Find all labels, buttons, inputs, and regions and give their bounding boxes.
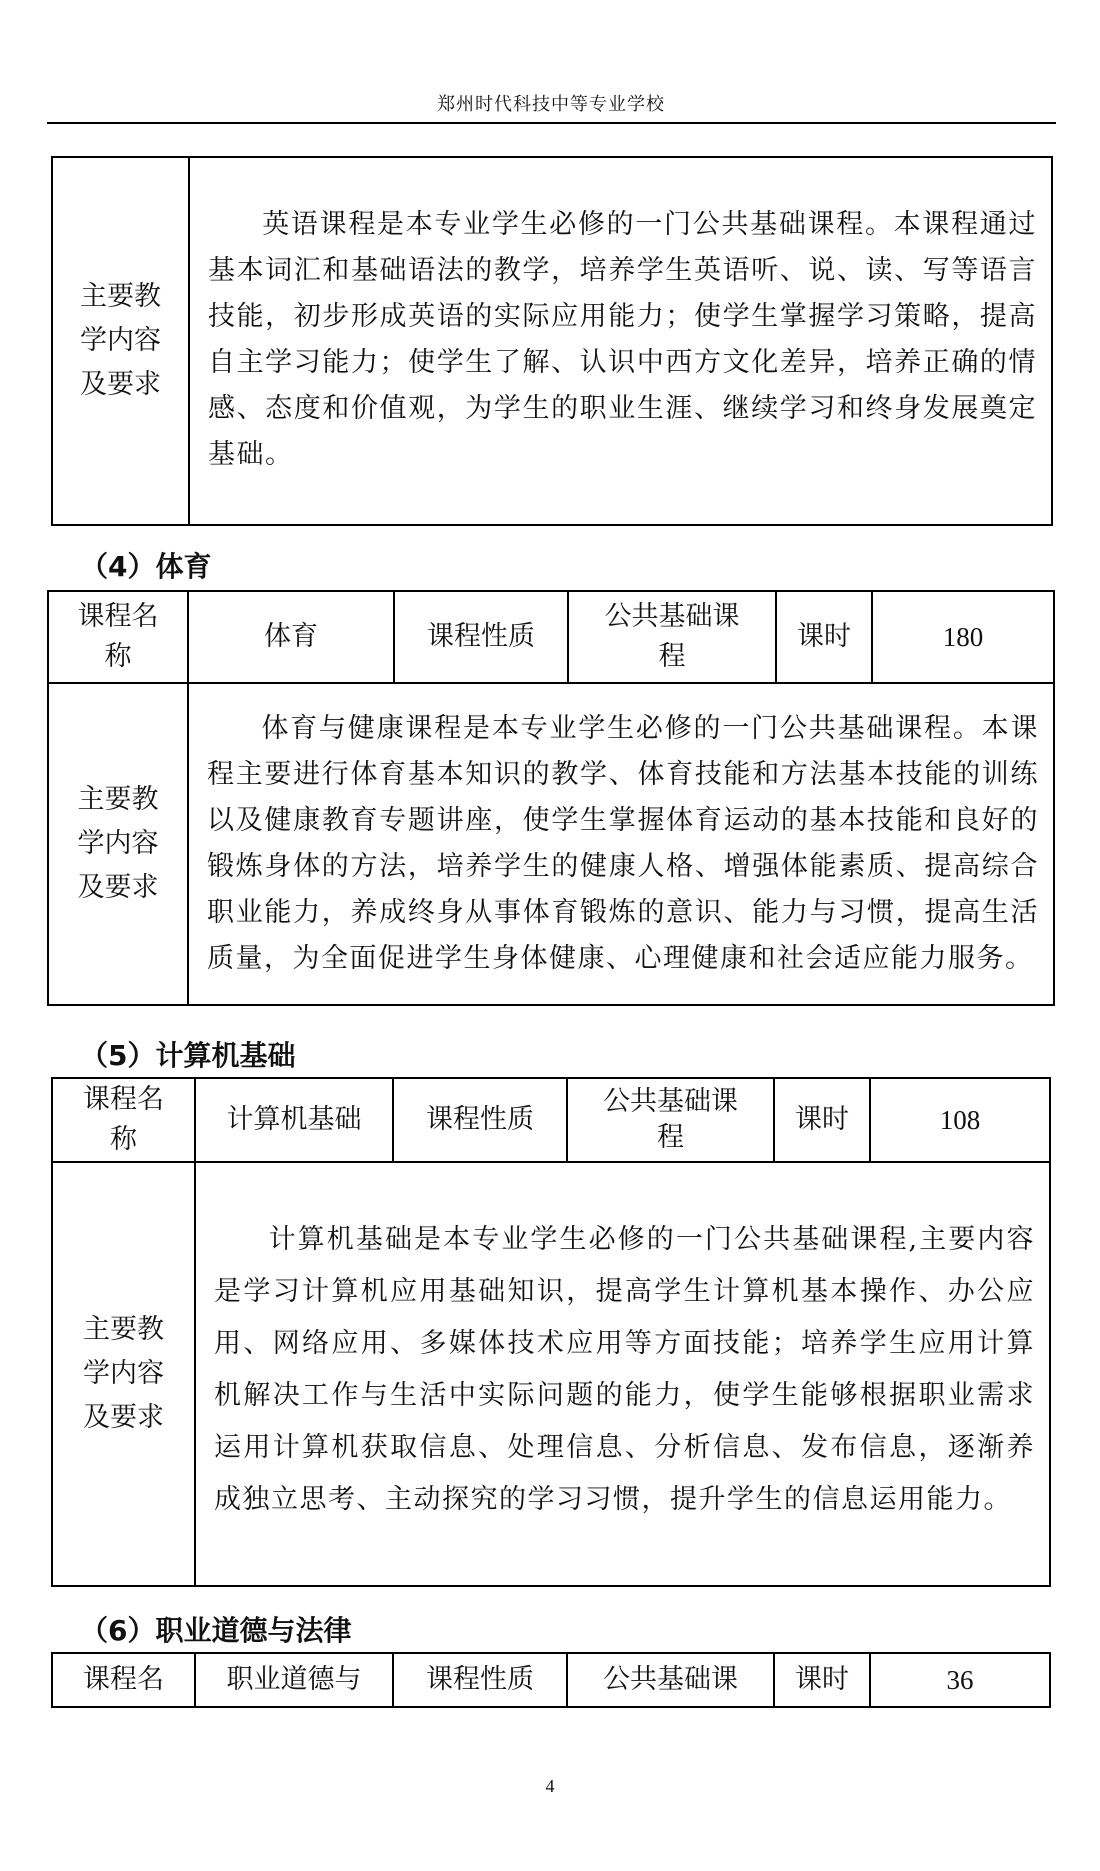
computer-description-cell — [195, 1162, 1050, 1586]
pe-course-name: 体育 — [264, 621, 318, 652]
computer-course-name: 计算机基础 — [226, 1104, 362, 1135]
pe-req-label: 主要教学内容及要求 — [77, 784, 159, 903]
english-description-cell — [189, 157, 1052, 525]
computer-type-label: 课程性质 — [426, 1104, 534, 1135]
pe-hours: 180 — [942, 621, 984, 652]
english-req-label: 主要教学内容及要求 — [80, 281, 161, 400]
computer-hours-label: 课时 — [795, 1104, 849, 1135]
pe-hours-label: 课时 — [797, 621, 851, 652]
ethics-hours-label: 课时 — [795, 1664, 849, 1695]
ethics-hours: 36 — [946, 1664, 974, 1695]
computer-name-label: 课程名称 — [83, 1084, 164, 1155]
computer-req-label: 主要教学内容及要求 — [83, 1314, 164, 1433]
computer-course-table — [51, 1077, 1051, 1587]
ethics-heading: （6）职业道德与法律 — [80, 1614, 352, 1647]
pe-name-label: 课程名称 — [77, 601, 159, 672]
pe-name-label-cell — [48, 591, 188, 683]
ethics-course-type: 公共基础课 — [603, 1664, 738, 1695]
pe-type-label: 课程性质 — [427, 621, 535, 652]
english-course-table — [51, 156, 1053, 526]
pe-description: 体育与健康课程是本专业学生必修的一门公共基础课程。本课程主要进行体育基本知识的教学、体育技能和方法基本技能的训练以及健康教育专题讲座，使学生掌握体育运动的基本技能和良好的锻炼身体的方法，培养学生的健康人格、增强体能素质、提高综合职业能力，养成终身从事体育锻炼的意识、能力与习惯，提高生活质量，为全面促进学生身体健康、心理健康和社会适应能力服务。 — [207, 713, 1039, 974]
ethics-course-name: 职业道德与 — [226, 1664, 362, 1695]
pe-course-table — [47, 590, 1055, 1006]
pe-course-type: 公共基础课程 — [604, 601, 740, 672]
computer-hours: 108 — [939, 1104, 981, 1135]
page-number: 4 — [545, 1776, 555, 1796]
computer-req-label-cell — [52, 1162, 195, 1586]
school-header: 郑州时代科技中等专业学校 — [437, 94, 665, 115]
ethics-name-label: 课程名 — [83, 1664, 164, 1695]
pe-description-cell — [188, 683, 1054, 1005]
ethics-type-label: 课程性质 — [426, 1664, 534, 1695]
ethics-course-table — [51, 1652, 1051, 1708]
pe-heading: （4）体育 — [80, 550, 212, 583]
english-description: 英语课程是本专业学生必修的一门公共基础课程。本课程通过基本词汇和基础语法的教学，培养学生英语听、说、读、写等语言技能，初步形成英语的实际应用能力；使学生掌握学习策略，提高自主学习能力；使学生了解、认识中西方文化差异，培养正确的情感、态度和价值观，为学生的职业生涯、继续学习和终身发展奠定基础。 — [208, 209, 1037, 470]
computer-description: 计算机基础是本专业学生必修的一门公共基础课程,主要内容是学习计算机应用基础知识，提高学生计算机基本操作、办公应用、网络应用、多媒体技术应用等方面技能；培养学生应用计算机解决工作与生活中实际问题的能力，使学生能够根据职业需求运用计算机获取信息、处理信息、分析信息、发布信息，逐渐养成独立思考、主动探究的学习习惯，提升学生的信息运用能力。 — [214, 1224, 1035, 1515]
computer-course-type: 公共基础课程 — [603, 1086, 738, 1153]
pe-req-label-cell — [48, 683, 188, 1005]
computer-heading: （5）计算机基础 — [80, 1039, 296, 1072]
english-req-label-cell — [52, 157, 189, 525]
header-rule — [47, 122, 1056, 124]
computer-name-label-cell — [52, 1078, 195, 1162]
